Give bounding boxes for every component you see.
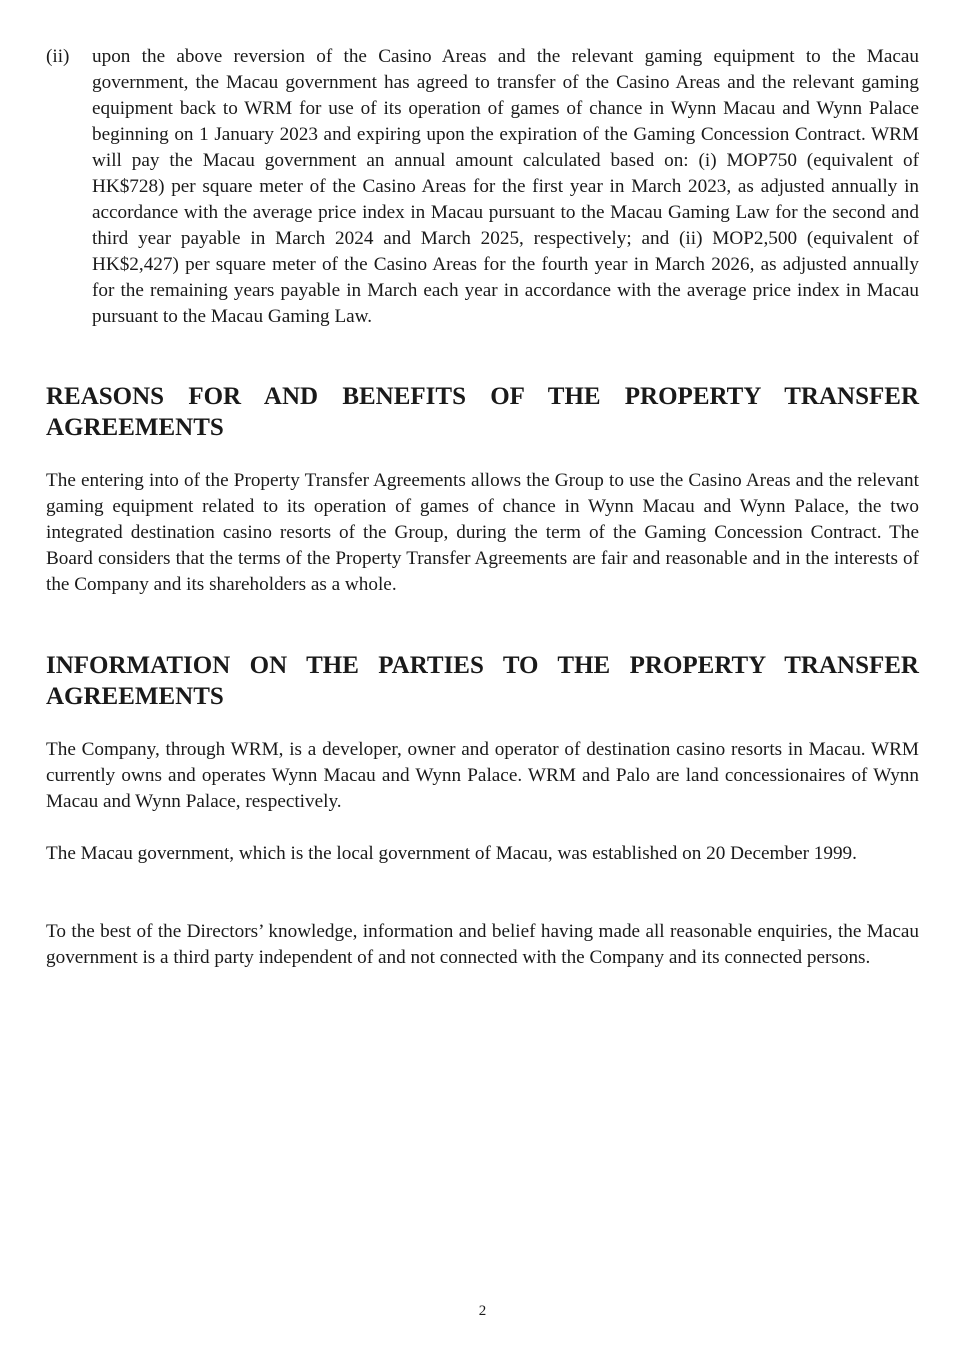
list-item-text: upon the above reversion of the Casino Areas and the relevant gaming equipment to the Macau government, the Macau government has agreed to transfer of the Casino Areas and the relevant gaming equipment back to WRM for use of its operation of games of chance in Wynn Macau and Wynn Palace beginning on 1 January 2023 and expiring upon the expiration of the Gaming Concession Contract. WRM will pay the Macau government an annual amount calculated based on: (i) MOP750 (equivalent of HK$728) per square meter of the Casino Areas for the first year in March 2023, as adjusted annually in accordance with the average price index in Macau pursuant to the Macau Gaming Law for the second and third year payable in March 2024 and March 2025, respectively; and (ii) MOP2,500 (equivalent of HK$2,427) per square meter of the Casino Areas for the fourth year in March 2026, as adjusted annually for the remaining years payable in March each year in accordance with the average price index in Macau pursuant to the Macau Gaming Law.: [92, 46, 919, 327]
paragraph-company: The Company, through WRM, is a developer, owner and operator of destination casino resorts in Macau. WRM currently owns and operates Wynn Macau and Wynn Palace. WRM and Palo are land concessionaires of Wynn Macau and Wynn Palace, respectively.: [46, 739, 919, 812]
page-number: 2: [478, 1303, 487, 1319]
list-label: (ii): [46, 46, 70, 67]
section-heading-parties: INFORMATION ON THE PARTIES TO THE PROPERTY TRANSFER AGREEMENTS: [46, 652, 919, 710]
list-item-ii: [46, 44, 919, 330]
section-heading-reasons: REASONS FOR AND BENEFITS OF THE PROPERTY TRANSFER AGREEMENTS: [46, 383, 919, 441]
paragraph-independence: To the best of the Directors’ knowledge, information and belief having made all reasonable enquiries, the Macau government is a third party independent of and not connected with the Company and its connected persons.: [46, 921, 919, 968]
paragraph-macau-government: The Macau government, which is the local government of Macau, was established on 20 December 1999.: [46, 843, 857, 864]
paragraph-reasons: The entering into of the Property Transfer Agreements allows the Group to use the Casino Areas and the relevant gaming equipment related to its operation of games of chance in Wynn Macau and Wynn Palace, the two integrated destination casino resorts of the Group, during the term of the Gaming Concession Contract. The Board considers that the terms of the Property Transfer Agreements are fair and reasonable and in the interests of the Company and its shareholders as a whole.: [46, 470, 919, 595]
